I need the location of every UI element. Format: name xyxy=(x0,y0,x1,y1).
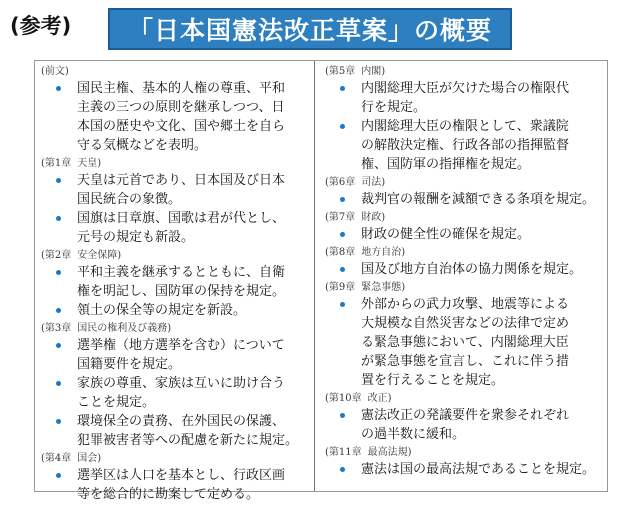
bullet-dot-icon xyxy=(340,467,345,472)
bullet-list xyxy=(41,263,307,320)
bullet-line: 憲法改正の発議要件を衆参それぞれ xyxy=(361,408,570,423)
chapter-number: (第1章 xyxy=(41,158,72,169)
bullet-item xyxy=(41,336,307,374)
bullet-line: 平和主義を継承するとともに、自衛 xyxy=(77,265,286,280)
left-column xyxy=(41,65,307,506)
bullet-line: 選挙権（地方選挙を含む）について xyxy=(77,338,285,353)
bullet-line: 等を総合的に勘案して定める。 xyxy=(77,487,260,502)
bullet-dot-icon xyxy=(340,413,345,418)
bullet-item xyxy=(41,263,307,301)
bullet-line: 国民主権、基本的人権の尊重、平和 xyxy=(77,81,286,96)
chapter-section xyxy=(325,281,605,390)
chapter-heading xyxy=(325,281,605,295)
chapter-number: (第2章 xyxy=(41,250,72,261)
chapter-number: (第11章 xyxy=(325,447,362,458)
bullet-line: 内閣総理大臣が欠けた場合の権限代 xyxy=(361,81,570,96)
bullet-line: 権を明記し、国防軍の保持を規定。 xyxy=(77,284,286,299)
bullet-line: 国民統合の象徴。 xyxy=(77,192,182,207)
bullet-line: 天皇は元首であり、日本国及び日本 xyxy=(77,173,286,188)
chapter-section xyxy=(41,249,307,320)
chapter-title: 改正) xyxy=(367,393,392,404)
chapter-title: 地方自治) xyxy=(361,247,406,258)
bullet-line: る緊急事態において、内閣総理大臣 xyxy=(361,335,569,350)
bullet-line: 行を規定。 xyxy=(361,100,427,115)
bullet-item xyxy=(325,79,605,117)
right-column xyxy=(325,65,605,481)
bullet-line: 犯罪被害者等への配慮を新たに規定。 xyxy=(77,433,299,448)
bullet-line: 国籍要件を規定。 xyxy=(77,357,182,372)
bullet-line: 内閣総理大臣の権限として、衆議院 xyxy=(361,119,569,134)
bullet-item xyxy=(325,260,605,279)
bullet-item xyxy=(325,295,605,390)
chapter-heading xyxy=(325,176,605,190)
bullet-item xyxy=(325,225,605,244)
bullet-line: 選挙区は人口を基本とし、行政区画 xyxy=(77,468,286,483)
chapter-heading xyxy=(41,249,307,263)
bullet-dot-icon xyxy=(340,232,345,237)
chapter-number: (第5章 xyxy=(325,66,356,77)
bullet-line: 憲法は国の最高法規であることを規定。 xyxy=(361,462,596,477)
chapter-section xyxy=(41,65,307,155)
chapter-title: 天皇) xyxy=(77,158,102,169)
chapter-heading xyxy=(325,211,605,225)
bullet-dot-icon xyxy=(56,216,61,221)
bullet-line: 財政の健全性の確保を規定。 xyxy=(361,227,531,242)
bullet-list xyxy=(325,190,605,209)
bullet-list xyxy=(41,171,307,247)
chapter-heading xyxy=(41,157,307,171)
bullet-line: 外部からの武力攻撃、地震等による xyxy=(361,297,570,312)
bullet-item xyxy=(41,209,307,247)
chapter-number: (第9章 xyxy=(325,282,356,293)
bullet-line: の解散決定権、行政各部の指揮監督 xyxy=(361,138,570,153)
reference-label: (参考) xyxy=(10,14,72,38)
bullet-list xyxy=(325,406,605,444)
bullet-list xyxy=(325,79,605,174)
bullet-line: の過半数に緩和。 xyxy=(361,427,466,442)
bullet-dot-icon xyxy=(56,419,61,424)
title-banner xyxy=(108,8,512,50)
page-title: 「日本国憲法改正草案」の概要 xyxy=(127,16,492,45)
bullet-line: 国旗は日章旗、国歌は君が代とし、 xyxy=(77,211,286,226)
bullet-line: 領土の保全等の規定を新設。 xyxy=(77,303,247,318)
bullet-item xyxy=(325,190,605,209)
bullet-line: 権、国防軍の指揮権を規定。 xyxy=(361,157,531,172)
bullet-dot-icon xyxy=(56,308,61,313)
bullet-list xyxy=(325,295,605,390)
bullet-dot-icon xyxy=(340,86,345,91)
bullet-list xyxy=(41,79,307,155)
chapter-heading xyxy=(41,452,307,466)
bullet-dot-icon xyxy=(56,343,61,348)
bullet-line: 置を行えることを規定。 xyxy=(361,373,505,388)
chapter-number: (第8章 xyxy=(325,247,356,258)
chapter-number: (第4章 xyxy=(41,453,72,464)
header xyxy=(0,0,620,56)
bullet-dot-icon xyxy=(56,178,61,183)
bullet-item xyxy=(41,374,307,412)
bullet-dot-icon xyxy=(56,270,61,275)
chapter-title: 財政) xyxy=(361,212,386,223)
bullet-item xyxy=(41,412,307,450)
bullet-line: 裁判官の報酬を減額できる条項を規定。 xyxy=(361,192,596,207)
bullet-dot-icon xyxy=(56,381,61,386)
bullet-item xyxy=(325,460,605,479)
chapter-section xyxy=(325,176,605,209)
chapter-number: (第3章 xyxy=(41,323,72,334)
chapter-number: (前文) xyxy=(41,66,69,77)
chapter-title: 緊急事態) xyxy=(361,282,406,293)
bullet-list xyxy=(325,225,605,244)
chapter-title: 国民の権利及び義務) xyxy=(77,323,172,334)
bullet-line: が緊急事態を宣言し、これに伴う措 xyxy=(361,354,570,369)
bullet-line: 元号の規定も新設。 xyxy=(77,230,195,245)
chapter-title: 司法) xyxy=(361,177,386,188)
bullet-line: 本国の歴史や文化、国や郷土を自ら xyxy=(77,119,286,134)
bullet-line: 国及び地方自治体の協力関係を規定。 xyxy=(361,262,583,277)
chapter-heading xyxy=(325,65,605,79)
summary-panel xyxy=(34,60,608,502)
chapter-section xyxy=(325,246,605,279)
bullet-item xyxy=(41,466,307,504)
bullet-line: 主義の三つの原則を継承しつつ、日 xyxy=(77,100,285,115)
bullet-dot-icon xyxy=(340,124,345,129)
bullet-dot-icon xyxy=(340,267,345,272)
bullet-line: 守る気概などを表明。 xyxy=(77,138,208,153)
chapter-title: 安全保障) xyxy=(77,250,122,261)
column-divider xyxy=(314,61,315,491)
chapter-section xyxy=(325,446,605,479)
bullet-item xyxy=(41,79,307,155)
chapter-number: (第7章 xyxy=(325,212,356,223)
bullet-dot-icon xyxy=(340,302,345,307)
bullet-list xyxy=(41,336,307,450)
chapter-section xyxy=(41,452,307,504)
chapter-number: (第6章 xyxy=(325,177,356,188)
bullet-list xyxy=(325,460,605,479)
chapter-section xyxy=(41,157,307,247)
chapter-heading xyxy=(325,392,605,406)
bullet-line: 環境保全の責務、在外国民の保護、 xyxy=(77,414,286,429)
chapter-heading xyxy=(325,246,605,260)
chapter-title: 最高法規) xyxy=(367,447,412,458)
chapter-section xyxy=(325,65,605,174)
bullet-dot-icon xyxy=(340,197,345,202)
chapter-title: 国会) xyxy=(77,453,102,464)
bullet-item xyxy=(41,171,307,209)
chapter-section xyxy=(41,322,307,450)
chapter-heading xyxy=(325,446,605,460)
bullet-dot-icon xyxy=(56,86,61,91)
bullet-line: ことを規定。 xyxy=(77,395,156,410)
bullet-dot-icon xyxy=(56,473,61,478)
bullet-item xyxy=(41,301,307,320)
bullet-list xyxy=(325,260,605,279)
chapter-heading xyxy=(41,65,307,79)
chapter-heading xyxy=(41,322,307,336)
chapter-section xyxy=(325,392,605,444)
bullet-item xyxy=(325,117,605,174)
bullet-item xyxy=(325,406,605,444)
bullet-list xyxy=(41,466,307,504)
chapter-section xyxy=(325,211,605,244)
bullet-line: 家族の尊重、家族は互いに助け合う xyxy=(77,376,286,391)
chapter-number: (第10章 xyxy=(325,393,362,404)
chapter-title: 内閣) xyxy=(361,66,386,77)
bullet-line: 大規模な自然災害などの法律で定め xyxy=(361,316,570,331)
